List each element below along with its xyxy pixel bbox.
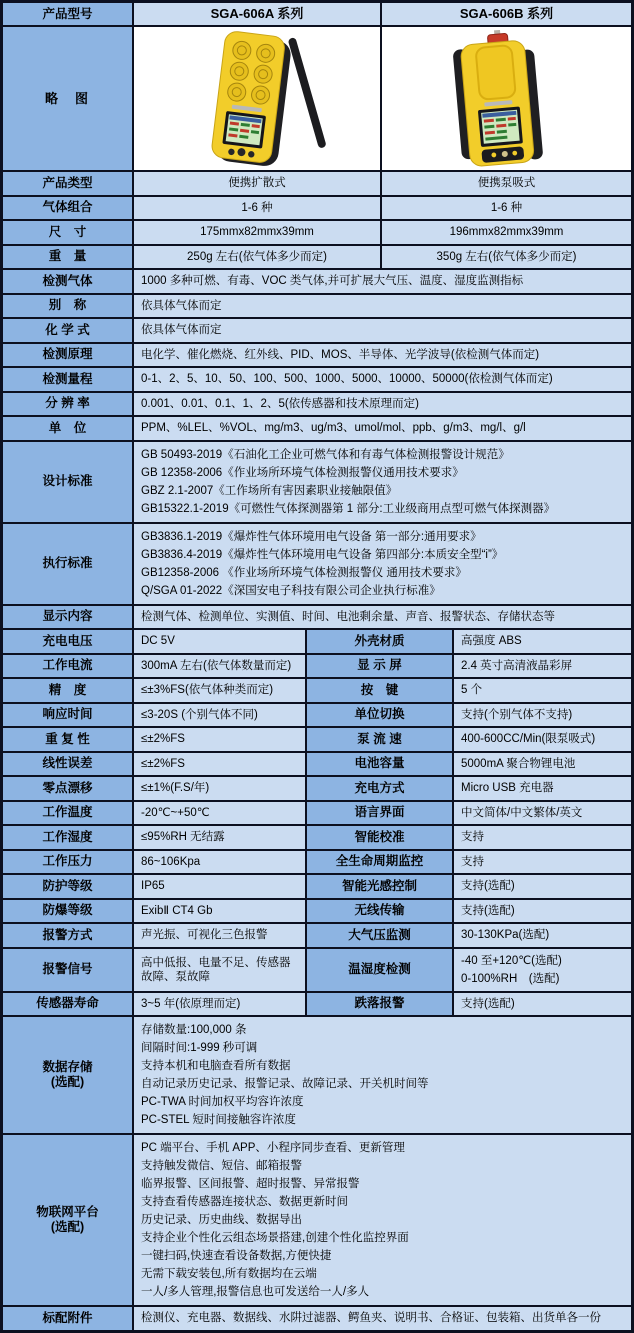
spec-value-line: GB 50493-2019《石油化工企业可燃气体和有毒气体检测报警设计规范》: [141, 448, 510, 461]
sketch-label: 略 图: [3, 27, 134, 170]
spec-label-subtext: (选配): [50, 1220, 85, 1234]
spec-label-text: 别 称: [48, 298, 87, 313]
spec-label: [3, 704, 134, 727]
spec-label: [3, 295, 134, 318]
spec-row: [3, 900, 631, 925]
spec-label: [3, 270, 134, 293]
spec-value-line: PC 端平台、手机 APP、小程序同步查看、更新管理: [141, 1142, 405, 1154]
spec-value: ≤3-20S (个别气体不同): [134, 704, 307, 727]
spec-label: [3, 655, 134, 678]
spec-label-text: 工作湿度: [42, 829, 93, 844]
spec-value-line: 支持触发微信、短信、邮箱报警: [141, 1160, 302, 1172]
spec-label-secondary: 单位切换: [307, 704, 454, 727]
spec-label-secondary: 无线传输: [307, 900, 454, 923]
spec-row: [3, 655, 631, 680]
spec-value-line: 一键扫码,快速查看设备数据,方便快捷: [141, 1250, 332, 1262]
spec-row: [3, 368, 631, 393]
spec-row: [3, 393, 631, 418]
spec-label-secondary: 智能校准: [307, 826, 454, 849]
spec-label-text: 尺 寸: [48, 224, 87, 239]
spec-value-line: Q/SGA 01-2022《深国安电子科技有限公司企业执行标准》: [141, 584, 441, 597]
spec-value-line: GB3836.1-2019《爆炸性气体环境用电气设备 第一部分:通用要求》: [141, 530, 482, 543]
spec-row: [3, 417, 631, 442]
spec-value: ≤95%RH 无结露: [134, 826, 307, 849]
spec-value-secondary: 支持: [454, 851, 631, 874]
gas-detector-diffusion-icon: [147, 30, 367, 168]
spec-label: [3, 1135, 134, 1305]
spec-row: [3, 246, 631, 271]
spec-label-secondary: 大气压监测: [307, 924, 454, 947]
spec-row: [3, 295, 631, 320]
spec-row: [3, 826, 631, 851]
spec-value: 1000 多种可燃、有毒、VOC 类气体,并可扩展大气压、温度、湿度监测指标: [134, 270, 631, 293]
spec-label: [3, 728, 134, 751]
spec-value: 依具体气体而定: [134, 295, 631, 318]
spec-label: [3, 802, 134, 825]
spec-row: [3, 524, 631, 606]
spec-row: [3, 1017, 631, 1135]
spec-row: [3, 924, 631, 949]
spec-label-text: 零点漂移: [42, 780, 93, 795]
spec-value-line: 支持查看传感器连接状态、数据更新时间: [141, 1196, 348, 1208]
spec-value: IP65: [134, 875, 307, 898]
device-sga-606a-image: [134, 27, 382, 170]
spec-value: ≤±1%(F.S/年): [134, 777, 307, 800]
spec-row: [3, 875, 631, 900]
spec-value-a: 175mmx82mmx39mm: [134, 221, 382, 244]
spec-label-text: 线性误差: [42, 756, 93, 771]
spec-label-secondary: 外壳材质: [307, 630, 454, 653]
spec-value-b: 1-6 种: [382, 197, 631, 220]
spec-row: [3, 344, 631, 369]
spec-value-line: PC-TWA 时间加权平均容许浓度: [141, 1096, 304, 1108]
spec-value-secondary: 支持(选配): [454, 993, 631, 1016]
spec-label-text: 标配附件: [42, 1310, 93, 1325]
spec-value-line: 历史记录、历史曲线、数据导出: [141, 1214, 302, 1226]
spec-value-line: GB12358-2006 《作业场所环境气体检测报警仪 通用技术要求》: [141, 566, 467, 579]
spec-row: [3, 319, 631, 344]
spec-value-lines: [134, 1017, 631, 1133]
spec-value: 高中低报、电量不足、传感器故障、泵故障: [134, 949, 307, 991]
spec-row: [3, 679, 631, 704]
spec-row: [3, 777, 631, 802]
spec-value-line: 一人/多人管理,报警信息也可发送给一人/多人: [141, 1286, 370, 1298]
spec-row: [3, 728, 631, 753]
spec-label-secondary: 泵 流 速: [307, 728, 454, 751]
spec-value: ≤±2%FS: [134, 728, 307, 751]
spec-value-secondary: 5000mA 聚合物锂电池: [454, 753, 631, 776]
spec-label-text: 响应时间: [42, 707, 93, 722]
spec-value-secondary: 2.4 英寸高清液晶彩屏: [454, 655, 631, 678]
spec-label-text: 精 度: [48, 682, 87, 697]
spec-row: [3, 630, 631, 655]
spec-row: [3, 993, 631, 1018]
spec-label: [3, 417, 134, 440]
spec-label-text: 重 量: [48, 249, 87, 264]
spec-label: [3, 221, 134, 244]
spec-label: [3, 630, 134, 653]
spec-row: [3, 1307, 631, 1330]
spec-label-text: 报警信号: [42, 962, 93, 976]
spec-label: [3, 246, 134, 269]
spec-label-secondary: 显 示 屏: [307, 655, 454, 678]
spec-label: [3, 826, 134, 849]
spec-label: [3, 993, 134, 1016]
spec-value-b: 350g 左右(依气体多少而定): [382, 246, 631, 269]
spec-value: 声光振、可视化三色报警: [134, 924, 307, 947]
spec-label: [3, 851, 134, 874]
spec-row: [3, 1135, 631, 1307]
spec-label: [3, 606, 134, 629]
spec-value-secondary: 支持(个别气体不支持): [454, 704, 631, 727]
spec-value-line: 支持企业个性化云组态场景搭建,创建个性化监控界面: [141, 1232, 409, 1244]
spec-label-secondary: 温湿度检测: [307, 949, 454, 991]
spec-value: ≤±2%FS: [134, 753, 307, 776]
spec-label-secondary: 电池容量: [307, 753, 454, 776]
spec-label: [3, 368, 134, 391]
spec-label-text: 物联网平台: [36, 1205, 99, 1219]
spec-value-line: GBZ 2.1-2007《工作场所有害因素职业接触限值》: [141, 484, 398, 497]
spec-value-a: 1-6 种: [134, 197, 382, 220]
header-row: [3, 3, 631, 27]
spec-value-a: 便携扩散式: [134, 172, 382, 195]
spec-value: 86~106Kpa: [134, 851, 307, 874]
spec-label-text: 执行标准: [42, 556, 93, 570]
spec-label-text: 检测原理: [42, 347, 93, 362]
spec-label: [3, 393, 134, 416]
spec-label-secondary: 按 键: [307, 679, 454, 702]
spec-value-lines: [134, 442, 631, 522]
spec-label: [3, 1017, 134, 1133]
spec-label-text: 气体组合: [42, 200, 93, 215]
spec-value: 电化学、催化燃烧、红外线、PID、MOS、半导体、光学波导(依检测气体而定): [134, 344, 631, 367]
spec-label: [3, 1307, 134, 1330]
spec-label-text: 防爆等级: [42, 903, 93, 918]
spec-row: [3, 270, 631, 295]
spec-label-text: 防护等级: [42, 878, 93, 893]
header-model-label: 产品型号: [3, 3, 134, 25]
spec-label-secondary: 全生命周期监控: [307, 851, 454, 874]
spec-label-text: 重 复 性: [45, 731, 90, 746]
spec-value-line: 自动记录历史记录、报警记录、故障记录、开关机时间等: [141, 1078, 429, 1090]
spec-row: [3, 221, 631, 246]
spec-label: [3, 442, 134, 522]
spec-label: [3, 679, 134, 702]
spec-value: PPM、%LEL、%VOL、mg/m3、ug/m3、umol/mol、ppb、g/m3、mg/l、g/l: [134, 417, 631, 440]
spec-value-line: GB15322.1-2019《可燃性气体探测器第 1 部分:工业级商用点型可燃气体探测器》: [141, 502, 556, 515]
device-sga-606b-image: [382, 27, 631, 170]
spec-value-line: 间隔时间:1-999 秒可调: [141, 1042, 258, 1054]
spec-value-secondary: 中文简体/中文繁体/英文: [454, 802, 631, 825]
spec-label-text: 充电电压: [42, 633, 93, 648]
spec-value-line: PC-STEL 短时间接触容许浓度: [141, 1114, 296, 1126]
spec-label-text: 化 学 式: [45, 322, 90, 337]
spec-label: [3, 172, 134, 195]
spec-row: [3, 442, 631, 524]
spec-row: [3, 802, 631, 827]
header-series-b: SGA-606B 系列: [382, 3, 631, 25]
spec-label: [3, 753, 134, 776]
spec-value: 3~5 年(依原理而定): [134, 993, 307, 1016]
spec-label-secondary: 充电方式: [307, 777, 454, 800]
spec-label-text: 报警方式: [42, 927, 93, 942]
spec-value-secondary: 高强度 ABS: [454, 630, 631, 653]
spec-value: DC 5V: [134, 630, 307, 653]
spec-value: 0.001、0.01、0.1、1、2、5(依传感器和技术原理而定): [134, 393, 631, 416]
spec-value: ≤±3%FS(依气体种类而定): [134, 679, 307, 702]
spec-label-text: 设计标准: [42, 474, 93, 488]
gas-detector-pump-icon: [397, 30, 617, 168]
spec-value-line: GB 12358-2006《作业场所环境气体检测报警仪通用技术要求》: [141, 466, 464, 479]
spec-value-secondary: 400-600CC/Min(限泵吸式): [454, 728, 631, 751]
spec-label: [3, 197, 134, 220]
spec-value-line: 无需下载安装包,所有数据均在云端: [141, 1268, 317, 1280]
spec-value: 检测气体、检测单位、实测值、时间、电池剩余量、声音、报警状态、存储状态等: [134, 606, 631, 629]
header-series-a: SGA-606A 系列: [134, 3, 382, 25]
sketch-row: [3, 27, 631, 172]
spec-label-text: 检测量程: [42, 371, 93, 386]
spec-value: 0-1、2、5、10、50、100、500、1000、5000、10000、50000(依检测气体而定): [134, 368, 631, 391]
spec-label-subtext: (选配): [50, 1075, 85, 1089]
spec-row: [3, 753, 631, 778]
spec-value-secondary-lines: [454, 949, 631, 991]
spec-row: [3, 851, 631, 876]
spec-value-line: -40 至+120℃(选配): [461, 954, 562, 967]
spec-label: [3, 777, 134, 800]
spec-label-text: 工作电流: [42, 658, 93, 673]
spec-label: [3, 319, 134, 342]
spec-label-text: 产品类型: [42, 175, 93, 190]
spec-label: [3, 949, 134, 991]
spec-value: -20℃~+50℃: [134, 802, 307, 825]
spec-value-line: 存储数量:100,000 条: [141, 1024, 247, 1036]
spec-label: [3, 900, 134, 923]
spec-value-line: 支持本机和电脑查看所有数据: [141, 1060, 291, 1072]
spec-value: 依具体气体而定: [134, 319, 631, 342]
spec-value-secondary: 支持: [454, 826, 631, 849]
spec-row: [3, 197, 631, 222]
spec-label: [3, 524, 134, 604]
spec-value-secondary: 30-130KPa(选配): [454, 924, 631, 947]
spec-row: [3, 949, 631, 993]
spec-label: [3, 344, 134, 367]
spec-value-line: GB3836.4-2019《爆炸性气体环境用电气设备 第四部分:本质安全型“i”》: [141, 548, 504, 561]
spec-label-text: 传感器寿命: [36, 996, 99, 1011]
spec-value: 检测仪、充电器、数据线、水阱过滤器、鳄鱼夹、说明书、合格证、包装箱、出货单各一份: [134, 1307, 631, 1330]
spec-label-text: 分 辨 率: [45, 396, 90, 411]
spec-value-secondary: 支持(选配): [454, 875, 631, 898]
spec-label: [3, 924, 134, 947]
spec-value-line: 0-100%RH (选配): [461, 972, 560, 985]
spec-value: 300mA 左右(依气体数量而定): [134, 655, 307, 678]
spec-row: [3, 704, 631, 729]
spec-value-lines: [134, 524, 631, 604]
spec-rows-container: [3, 172, 631, 1330]
spec-label-secondary: 智能光感控制: [307, 875, 454, 898]
spec-label-secondary: 语言界面: [307, 802, 454, 825]
spec-value-lines: [134, 1135, 631, 1305]
spec-value-a: 250g 左右(依气体多少而定): [134, 246, 382, 269]
spec-value: ExibⅡ CT4 Gb: [134, 900, 307, 923]
spec-label-secondary: 跌落报警: [307, 993, 454, 1016]
spec-label-text: 数据存储: [42, 1060, 93, 1074]
spec-label-text: 工作压力: [42, 854, 93, 869]
spec-value-secondary: 支持(选配): [454, 900, 631, 923]
spec-value-secondary: 5 个: [454, 679, 631, 702]
spec-label: [3, 875, 134, 898]
spec-label-text: 单 位: [48, 420, 87, 435]
spec-label-text: 显示内容: [42, 609, 93, 624]
spec-label-text: 工作温度: [42, 805, 93, 820]
spec-value-b: 196mmx82mmx39mm: [382, 221, 631, 244]
spec-label-text: 检测气体: [42, 273, 93, 288]
spec-value-secondary: Micro USB 充电器: [454, 777, 631, 800]
spec-row: [3, 606, 631, 631]
spec-value-b: 便携泵吸式: [382, 172, 631, 195]
spec-row: [3, 172, 631, 197]
spec-value-line: 临界报警、区间报警、超时报警、异常报警: [141, 1178, 360, 1190]
